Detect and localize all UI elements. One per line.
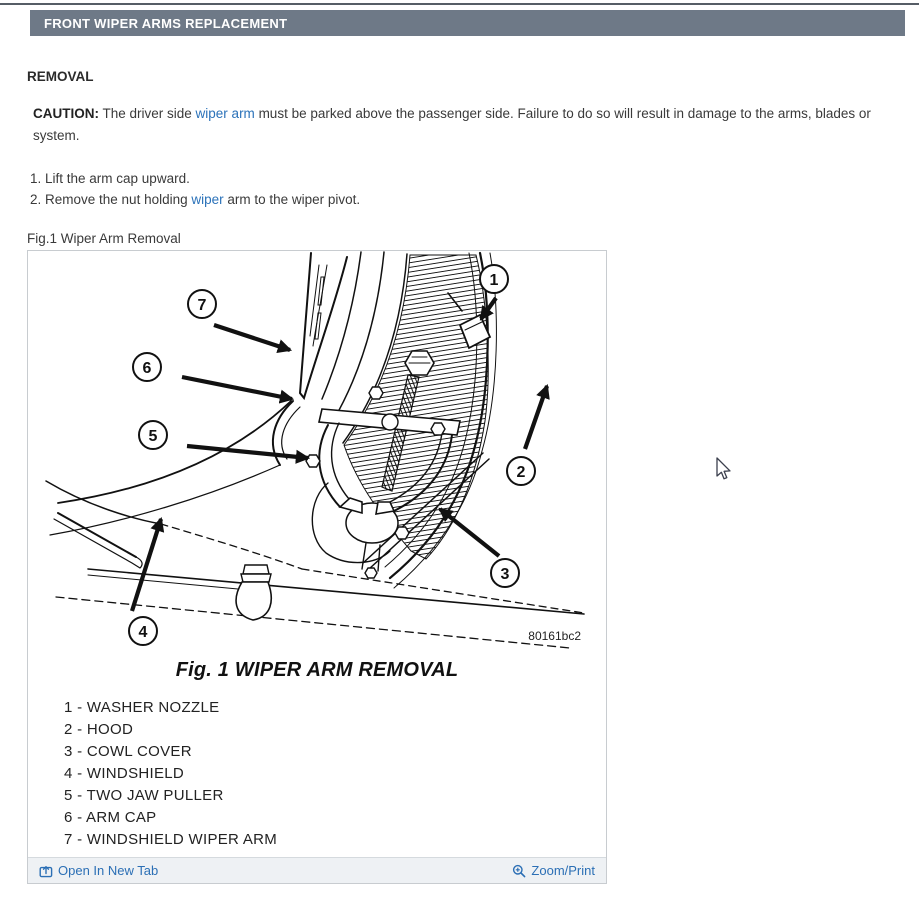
arrow-6 (182, 377, 292, 399)
arrow-5 (187, 446, 308, 458)
figure-toolbar (28, 857, 606, 883)
caution-paragraph: CAUTION: The driver side wiper arm must be parked above the passenger side. Failure to do so will result in damage to the arms, blades or system. (33, 106, 871, 143)
callout-7 (188, 290, 216, 318)
zoom-icon (512, 864, 526, 878)
drawing-code: 80161bc2 (528, 629, 581, 643)
open-in-new-tab-link[interactable]: Open In New Tab (39, 863, 158, 878)
wiper-arm-shape (300, 253, 347, 398)
arrow-2 (525, 386, 547, 449)
legend-item: 4 - WINDSHIELD (64, 765, 185, 782)
svg-text:3: 3 (500, 566, 510, 583)
hood-bumper-shape (236, 565, 271, 620)
svg-text:4: 4 (138, 624, 148, 641)
arrow-7 (214, 325, 290, 350)
svg-text:7: 7 (197, 297, 207, 314)
wiper-arm-diagram (28, 251, 606, 655)
callout-6 (133, 353, 161, 381)
wiper-arm-link[interactable]: wiper arm (195, 106, 255, 121)
figure-legend (64, 697, 277, 851)
svg-text:1: 1 (489, 272, 499, 289)
legend-item: 7 - WINDSHIELD WIPER ARM (64, 831, 278, 848)
callout-5 (139, 421, 167, 449)
legend-item: 1 - WASHER NOZZLE (64, 699, 220, 716)
figure-panel (27, 250, 607, 884)
legend-item: 3 - COWL COVER (64, 743, 192, 760)
zoom-print-link[interactable]: Zoom/Print (512, 863, 595, 878)
svg-text:5: 5 (148, 428, 158, 445)
open-in-new-tab-icon (39, 864, 53, 878)
mouse-cursor (715, 457, 732, 481)
arrow-4 (132, 519, 161, 611)
legend-item: 6 - ARM CAP (64, 809, 157, 826)
figure-title: Fig. 1 WIPER ARM REMOVAL (175, 659, 459, 681)
svg-text:2: 2 (516, 464, 526, 481)
page-title: FRONT WIPER ARMS REPLACEMENT (44, 15, 288, 31)
section-header-bar (30, 10, 905, 36)
callout-3 (491, 559, 519, 587)
svg-text:6: 6 (142, 360, 152, 377)
top-divider-rule (0, 3, 919, 5)
wiper-link[interactable]: wiper (191, 192, 224, 207)
callout-4 (129, 617, 157, 645)
caution-label: CAUTION: (33, 106, 99, 121)
step-item-1: 1. Lift the arm cap upward. (30, 171, 190, 186)
removal-heading: REMOVAL (27, 69, 94, 84)
figure-caption: Fig.1 Wiper Arm Removal (27, 231, 181, 246)
legend-item: 5 - TWO JAW PULLER (64, 787, 224, 804)
callout-1 (480, 265, 508, 293)
arrow-3 (440, 509, 499, 556)
legend-item: 2 - HOOD (64, 721, 134, 738)
step-item-2: 2. Remove the nut holding wiper arm to the wiper pivot. (30, 192, 361, 207)
callout-2 (507, 457, 535, 485)
